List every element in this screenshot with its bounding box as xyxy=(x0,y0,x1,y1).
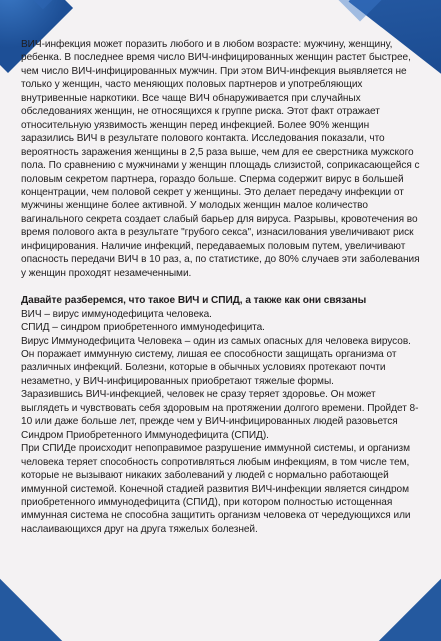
decorative-corner-bottom-right xyxy=(379,579,441,641)
definition-aids: СПИД – синдром приобретенного иммунодефицита. xyxy=(21,322,265,334)
intro-paragraph: ВИЧ-инфекция может поразить любого и в любом возрасте: мужчину, женщину, ребенка. В последнее время число ВИЧ-инфицированных женщин растет быстрее, чем число ВИЧ-инфицированных мужчин. При этом ВИЧ-инфекция выявляется не только у женщин, часто меняющих половых партнеров и употребляющих внутривенные наркотики. Все чаще ВИЧ обнаруживается при случайных обследованиях женщин, не относящихся к группе риска. Этот факт отражает относительную уязвимость женщин перед инфекцией. Более 90% женщин заразились ВИЧ в результате полового контакта. Исследования показали, что вероятность заражения женщины в 2,5 раза выше, чем для ее сверстника мужского пола. По сравнению с мужчинами у женщин площадь слизистой, соприкасающейся с половым секретом партнера, гораздо больше. Сперма содержит вирус в большей концентрации, чем половой секрет у женщины. Это делает передачу инфекции от мужчины женщине более активной. У молодых женщин малое количество вагинального секрета создает слабый барьер для вируса. Разрывы, кровотечения во время полового акта в результате "грубого секса", изнасилования увеличивают риск инфицирования. Наличие инфекций, передаваемых половым путем, увеличивают опасность передачи ВИЧ в 10 раз, а, по статистике, до 80% случаев эти заболевания у женщин проходят незамеченными. xyxy=(21,39,420,279)
paragraph-aids-stage: При СПИДе происходит непоправимое разрушение иммунной системы, и организм человека теряет способность сопротивляться любым инфекциям, в том числе тем, которые не вызывают никаких заболеваний у людей с нормально работающей иммунной системой. Конечной стадией развития ВИЧ-инфекции является синдром приобретенного иммунодефицита (СПИД), при котором полностью истощенная иммунная система не способна защитить организм человека от чередующихся или наслаивающихся друг на друга тяжелых болезней. xyxy=(21,443,411,535)
section-spacer xyxy=(21,280,421,294)
paragraph-infection-progress: Заразившись ВИЧ-инфекцией, человек не сразу теряет здоровье. Он может выглядеть и чувствовать себя здоровым на протяжении долгого времени. Пройдет 8-10 или даже больше лет, прежде чем у ВИЧ-инфицированных людей разовьется Синдром Приобретенного Иммунодефицита (СПИД). xyxy=(21,389,419,441)
decorative-corner-bottom-left xyxy=(0,579,62,641)
document-body xyxy=(21,38,421,536)
section-heading: Давайте разберемся, что такое ВИЧ и СПИД, а также как они связаны xyxy=(21,295,367,307)
paragraph-virus-description: Вирус Иммунодефицита Человека – один из самых опасных для человека вирусов. Он поражает иммунную систему, лишая ее способности защищать организма от различных инфекций. Болезни, которые в обычных условиях протекают почти незаметно, у ВИЧ-инфицированных приобретают тяжелые формы. xyxy=(21,335,411,387)
definition-hiv: ВИЧ – вирус иммунодефицита человека. xyxy=(21,308,212,320)
